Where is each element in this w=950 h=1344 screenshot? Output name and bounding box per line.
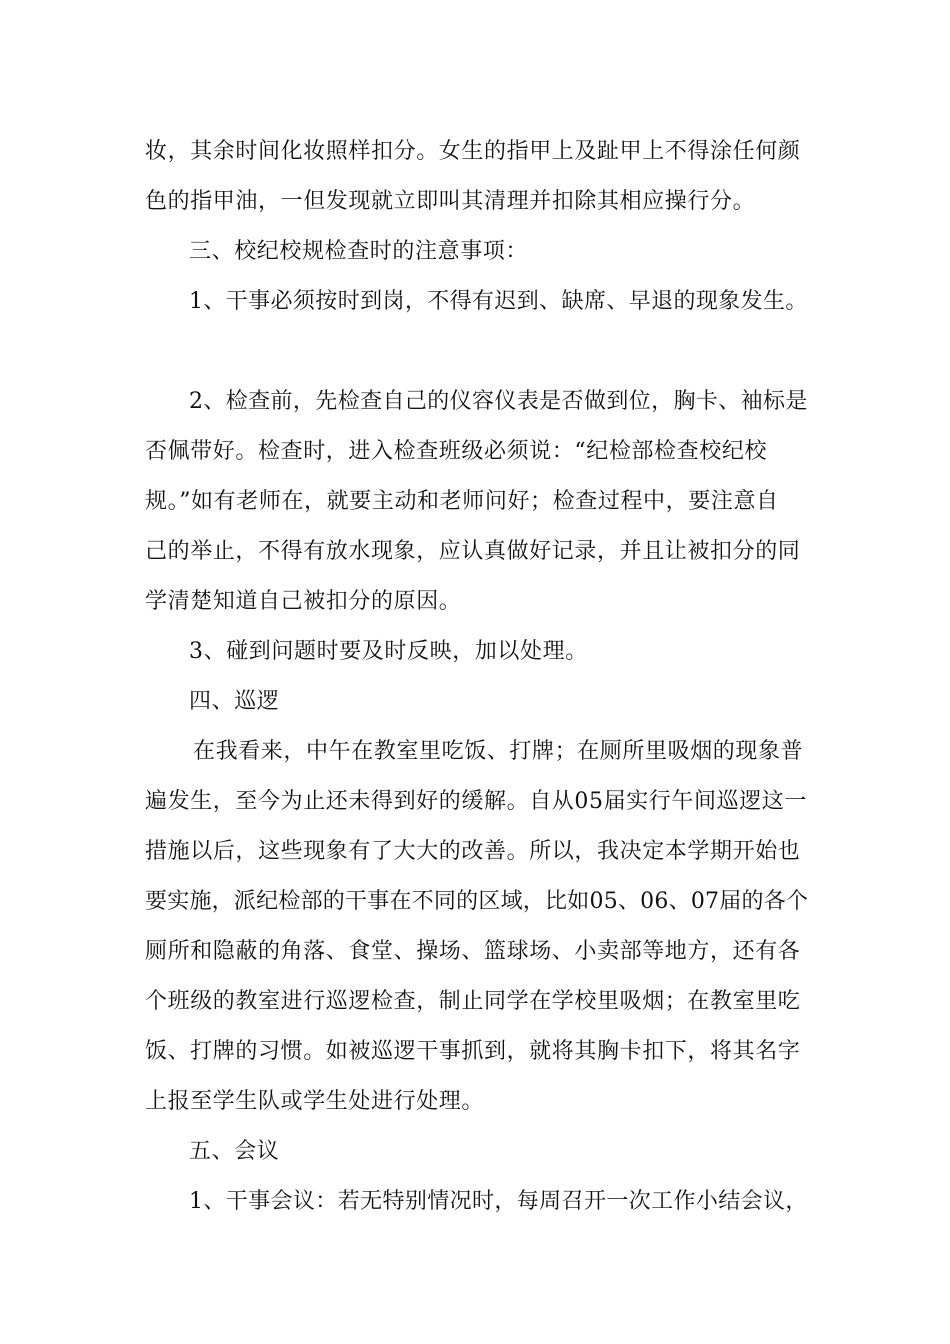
text-line-15: 要实施，派纪检部的干事在不同的区域，比如05、06、07届的各个 [145,889,809,914]
text-line-12: 在我看来，中午在教室里吃饭、打牌；在厕所里吸烟的现象普 [193,739,804,764]
section-heading-4: 四、巡逻 [189,689,280,714]
text-line-13: 遍发生，至今为止还未得到好的缓解。自从05届实行午间巡逻这一 [145,789,807,814]
text-line-1: 妆，其余时间化妆照样扣分。女生的指甲上及趾甲上不得涂任何颜 [145,139,801,164]
text-line-9: 学清楚知道自己被扣分的原因。 [145,589,462,614]
text-line-19: 上报至学生队或学生处进行处理。 [145,1089,485,1114]
text-line-6: 否佩带好。检查时，进入检查班级必须说：“纪检部检查校纪校 [145,439,768,464]
text-line-16: 厕所和隐蔽的角落、食堂、操场、篮球场、小卖部等地方，还有各 [145,939,801,964]
text-line-18: 饭、打牌的习惯。如被巡逻干事抓到，就将其胸卡扣下，将其名字 [145,1039,801,1064]
text-line-8: 己的举止，不得有放水现象，应认真做好记录，并且让被扣分的同 [145,539,801,564]
text-line-2: 色的指甲油，一但发现就立即叫其清理并扣除其相应操行分。 [145,189,756,214]
section-heading-5: 五、会议 [189,1139,280,1164]
text-line-4: 1、干事必须按时到岗，不得有迟到、缺席、早退的现象发生。 [189,289,808,314]
section-heading-3: 三、校纪校规检查时的注意事项： [189,239,529,264]
text-line-14: 措施以后，这些现象有了大大的改善。所以，我决定本学期开始也 [145,839,801,864]
text-line-7: 规。”如有老师在，就要主动和老师问好；检查过程中，要注意自 [145,489,779,514]
text-line-5: 2、检查前，先检查自己的仪容仪表是否做到位，胸卡、袖标是 [189,389,808,414]
text-line-17: 个班级的教室进行巡逻检查，制止同学在学校里吸烟；在教室里吃 [145,989,801,1014]
text-line-10: 3、碰到问题时要及时反映，加以处理。 [189,639,588,664]
text-line-21: 1、干事会议：若无特别情况时，每周召开一次工作小结会议， [189,1189,808,1214]
